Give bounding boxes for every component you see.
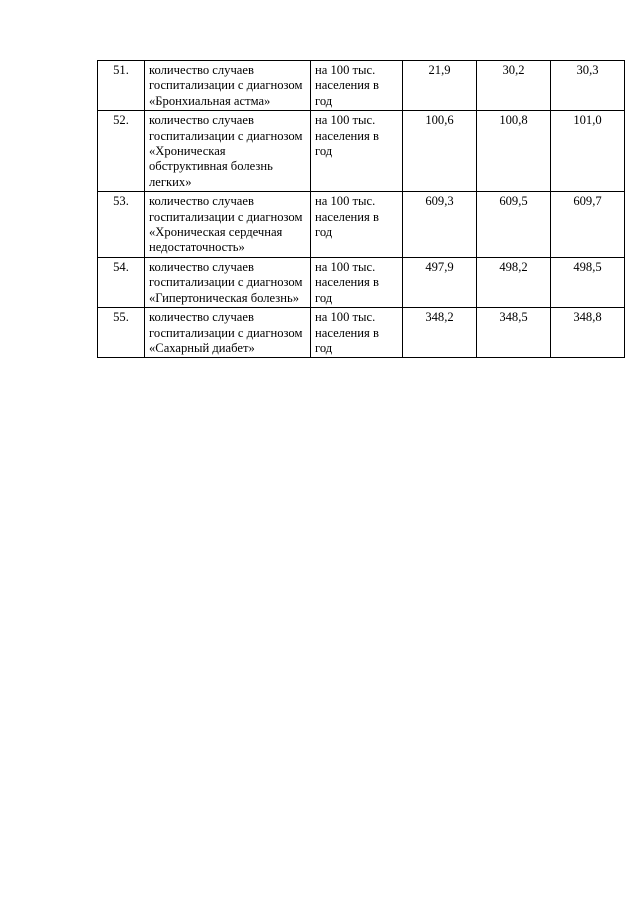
indicator-unit: на 100 тыс. населения в год	[311, 111, 403, 192]
table-row	[98, 257, 625, 307]
value-1: 21,9	[403, 61, 477, 111]
table-row	[98, 308, 625, 358]
row-number: 51.	[98, 61, 145, 111]
value-3: 609,7	[551, 192, 625, 258]
indicator-name: количество случаев госпитализации с диагнозом «Сахарный диабет»	[145, 308, 311, 358]
value-3: 101,0	[551, 111, 625, 192]
value-2: 100,8	[477, 111, 551, 192]
value-1: 100,6	[403, 111, 477, 192]
indicator-name: количество случаев госпитализации с диагнозом «Хроническая сердечная недостаточность»	[145, 192, 311, 258]
indicator-name: количество случаев госпитализации с диагнозом «Хроническая обструктивная болезнь легких»	[145, 111, 311, 192]
value-3: 348,8	[551, 308, 625, 358]
value-3: 498,5	[551, 257, 625, 307]
value-1: 348,2	[403, 308, 477, 358]
value-2: 498,2	[477, 257, 551, 307]
indicator-unit: на 100 тыс. населения в год	[311, 61, 403, 111]
value-1: 609,3	[403, 192, 477, 258]
table-row	[98, 111, 625, 192]
row-number: 54.	[98, 257, 145, 307]
value-2: 30,2	[477, 61, 551, 111]
row-number: 53.	[98, 192, 145, 258]
row-number: 52.	[98, 111, 145, 192]
indicator-unit: на 100 тыс. населения в год	[311, 192, 403, 258]
value-2: 609,5	[477, 192, 551, 258]
indicator-unit: на 100 тыс. населения в год	[311, 257, 403, 307]
table-row	[98, 192, 625, 258]
value-3: 30,3	[551, 61, 625, 111]
row-number: 55.	[98, 308, 145, 358]
indicators-table	[97, 60, 625, 358]
table-row	[98, 61, 625, 111]
value-1: 497,9	[403, 257, 477, 307]
indicator-name: количество случаев госпитализации с диагнозом «Бронхиальная астма»	[145, 61, 311, 111]
indicator-unit: на 100 тыс. населения в год	[311, 308, 403, 358]
value-2: 348,5	[477, 308, 551, 358]
indicator-name: количество случаев госпитализации с диагнозом «Гипертоническая болезнь»	[145, 257, 311, 307]
